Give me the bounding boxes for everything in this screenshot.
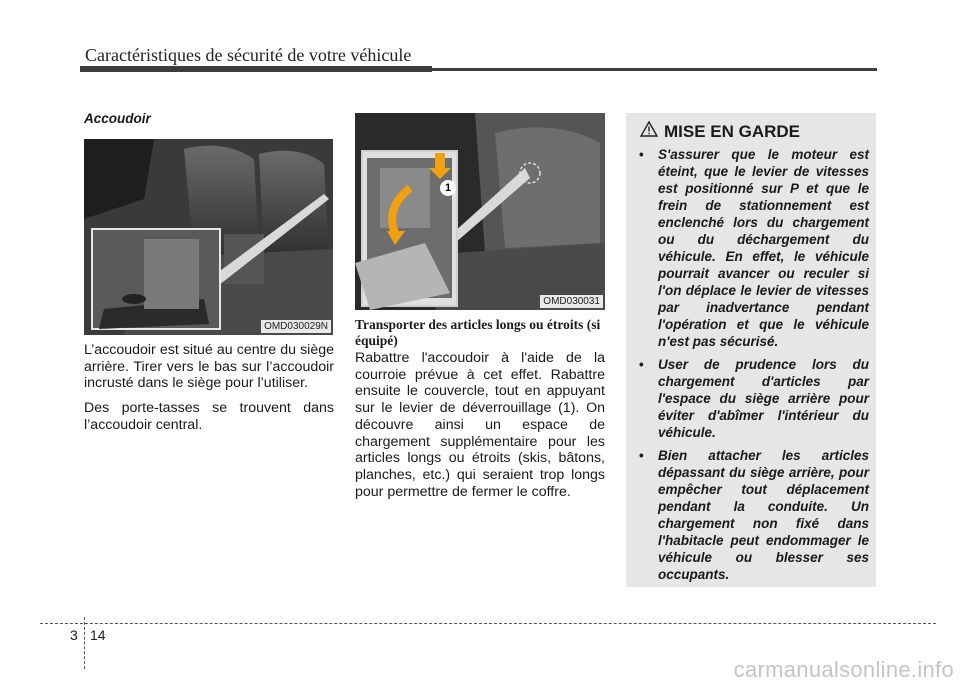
warning-title: [640, 121, 800, 142]
warning-item-text: S'assurer que le moteur est éteint, que le levier de vitesses est positionné sur P et que le frein de stationnement est enclenché lors du chargement ou du déchargement du véhicule. En effet, le véhicule pourrait avancer ou reculer si l'on déplace le levier de vitesses par inadvertance pendant l'opération et que le véhicule n'est pas sécurisé.: [658, 147, 869, 349]
callout-marker-1: [440, 180, 456, 196]
callout-number: 1: [444, 182, 452, 194]
image-code-label: OMD030029N: [261, 320, 331, 333]
warning-title-text: MISE EN GARDE: [664, 121, 801, 141]
image-code-label: OMD030031: [540, 295, 603, 308]
long-items-description: [355, 350, 605, 508]
warning-box: [626, 113, 876, 587]
pass-through-photo: [355, 113, 605, 310]
bullet-icon: •: [639, 147, 644, 162]
footer-rule: [40, 623, 936, 624]
warning-item-text: Bien attacher les articles dépassant du siège arrière, pour empêcher tout déplacement pendant la conduite. Un chargement non fixé dans l'habitacle peut endommager le véhicule ou blesser ses occupants.: [658, 448, 869, 582]
bullet-icon: •: [639, 448, 644, 463]
warning-item: [636, 356, 869, 441]
paragraph: Des porte-tasses se trouvent dans l’accoudoir central.: [84, 400, 334, 433]
long-items-heading: Transporter des articles longs ou étroits (si équipé): [355, 317, 601, 348]
warning-triangle-icon: [640, 121, 658, 142]
paragraph: Rabattre l'accoudoir à l'aide de la courroie prévue à cet effet. Rabattre ensuite le couvercle, tout en appuyant sur le levier de déverrouillage (1). On découvre ainsi un espace de chargement supplémentaire pour les articles longs ou étroits (skis, bâtons, planches, etc.) qui seraient trop longs pour permettre de fermer le coffre.: [355, 350, 605, 500]
bullet-icon: •: [639, 357, 644, 372]
section-heading-accoudoir: Accoudoir: [84, 111, 151, 126]
page-number: 14: [90, 627, 106, 643]
warning-item-text: User de prudence lors du chargement d'articles par l'espace du siège arrière pour éviter d'abîmer l'intérieur du véhicule.: [658, 357, 869, 440]
footer-divider: [84, 617, 85, 669]
armrest-description: [84, 342, 334, 442]
chapter-number: 3: [70, 627, 78, 643]
page-header-title: Caractéristiques de sécurité de votre véhicule: [85, 45, 412, 65]
paragraph: L’accoudoir est situé au centre du siège arrière. Tirer vers le bas sur l’accoudoir incrusté dans le siège pour l’utiliser.: [84, 342, 334, 392]
armrest-photo: [84, 139, 333, 335]
header-rule: [80, 68, 877, 71]
watermark: carmanualsonline.info: [733, 657, 954, 682]
warning-list: [636, 146, 869, 589]
warning-item: [636, 146, 869, 350]
warning-item: [636, 447, 869, 583]
